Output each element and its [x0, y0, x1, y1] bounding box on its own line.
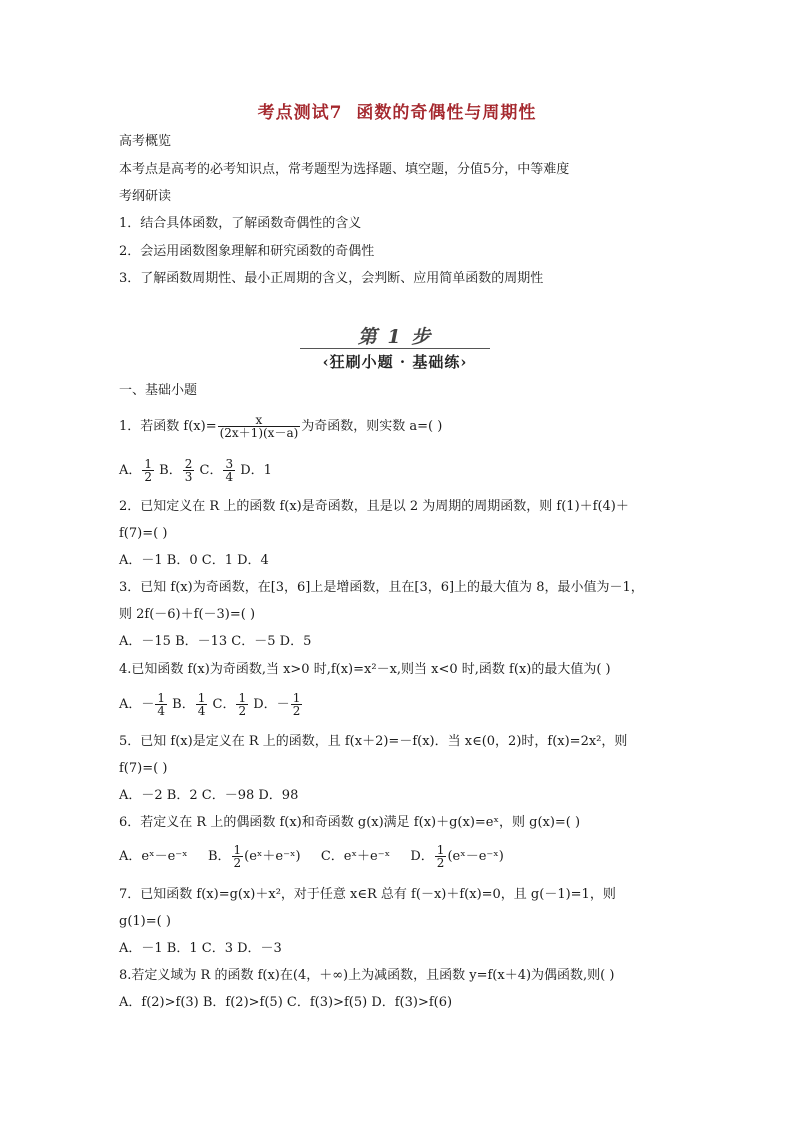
q6-options [119, 842, 504, 872]
question-7: 7．已知函数 f(x)=g(x)＋x²，对于任意 x∈R 总有 f(－x)＋f(x)=0，且 g(－1)=1，则 [119, 887, 616, 902]
outline-heading: 考纲研读 [119, 189, 172, 204]
q1-numerator: x [218, 414, 301, 427]
q1-denominator: (2x＋1)(x－a) [219, 426, 299, 440]
option-label: A． [119, 463, 142, 478]
option-label: D．－ [253, 697, 290, 712]
q8-options: A．f(2)>f(3) B．f(2)>f(5) C．f(3)>f(5) D．f(3)>f(6) [119, 995, 453, 1010]
outline-item: 2．会运用函数图象理解和研究函数的奇偶性 [119, 244, 375, 259]
title-part2: 函数的奇偶性与周期性 [356, 103, 537, 123]
question-3-cont: 则 2f(－6)＋f(－3)=( ) [119, 607, 256, 622]
option-fraction: $\frac{3}{4}$ [225, 457, 234, 484]
option-c: C．eˣ＋e⁻ˣ [320, 849, 391, 864]
option-label: B． [207, 849, 231, 864]
step-badge [300, 322, 490, 374]
question-2: 2．已知定义在 R 上的函数 f(x)是奇函数，且是以 2 为周期的周期函数，则 f(1)＋f(4)＋ [119, 499, 629, 514]
option-fraction: $\frac{1}{2}$ [144, 457, 153, 484]
q3-options: A．－15 B．－13 C．－5 D．5 [119, 634, 312, 649]
q1-pre: 1．若函数 f(x)= [119, 419, 217, 434]
outline-item: 1．结合具体函数，了解函数奇偶性的含义 [119, 216, 362, 231]
question-7-cont: g(1)=( ) [119, 914, 171, 929]
overview-heading: 高考概览 [119, 134, 172, 149]
question-4: 4.已知函数 f(x)为奇函数,当 x>0 时,f(x)=x²－x,则当 x<0 时,函数 f(x)的最大值为( ) [119, 662, 611, 677]
option-fraction: $\frac{1}{4}$ [157, 691, 166, 718]
question-3: 3．已知 f(x)为奇函数，在[3，6]上是增函数，且在[3，6]上的最大值为 8，最小值为－1， [119, 580, 644, 595]
question-5-cont: f(7)=( ) [119, 761, 168, 776]
q7-options: A．－1 B．1 C．3 D．－3 [119, 941, 282, 956]
q1-post: 为奇函数，则实数 a=( ) [301, 419, 443, 434]
option-fraction: $\frac{1}{2}$ [238, 691, 247, 718]
q2-options: A．－1 B．0 C．1 D．4 [119, 553, 269, 568]
option-a: A．eˣ－e⁻ˣ [119, 849, 188, 864]
q1-options [119, 456, 272, 486]
question-1 [119, 410, 442, 444]
question-5: 5．已知 f(x)是定义在 R 上的函数，且 f(x＋2)=－f(x)．当 x∈(0，2)时，f(x)=2x²，则 [119, 734, 628, 749]
step-divider [300, 348, 490, 349]
question-2-cont: f(7)=( ) [119, 526, 168, 541]
option-label: D． [410, 849, 434, 864]
step-subtitle: ‹狂刷小题 · 基础练› [322, 353, 468, 371]
step-label: 第 1 步 [357, 326, 433, 348]
section-heading: 一、基础小题 [119, 383, 198, 398]
option-b-expr: (eˣ＋e⁻ˣ) [244, 849, 301, 864]
option-fraction: $\frac{1}{2}$ [233, 843, 242, 870]
option-fraction: $\frac{1}{2}$ [436, 843, 445, 870]
option-label: B． [159, 463, 182, 478]
question-6: 6．若定义在 R 上的偶函数 f(x)和奇函数 g(x)满足 f(x)＋g(x)=eˣ，则 g(x)=( ) [119, 815, 581, 830]
option-label: C． [199, 463, 223, 478]
option-fraction: $\frac{2}{3}$ [184, 457, 193, 484]
q1-fraction [218, 414, 301, 439]
option-label: D．1 [240, 463, 272, 478]
question-8: 8.若定义域为 R 的函数 f(x)在(4，＋∞)上为减函数，且函数 y=f(x＋4)为偶函数,则( ) [119, 968, 615, 983]
option-fraction: $\frac{1}{2}$ [292, 691, 301, 718]
q4-options [119, 690, 303, 720]
option-d-expr: (eˣ－e⁻ˣ) [447, 849, 504, 864]
option-label: A．－ [119, 697, 155, 712]
option-label: C． [212, 697, 236, 712]
outline-item: 3．了解函数周期性、最小正周期的含义，会判断、应用简单函数的周期性 [119, 271, 544, 286]
option-fraction: $\frac{1}{4}$ [197, 691, 206, 718]
q5-options: A．－2 B．2 C．－98 D．98 [119, 788, 299, 803]
option-label: B． [172, 697, 195, 712]
page-title [0, 98, 794, 123]
title-part1: 考点测试7 [257, 103, 343, 123]
overview-text: 本考点是高考的必考知识点，常考题型为选择题、填空题，分值5分，中等难度 [119, 162, 570, 177]
